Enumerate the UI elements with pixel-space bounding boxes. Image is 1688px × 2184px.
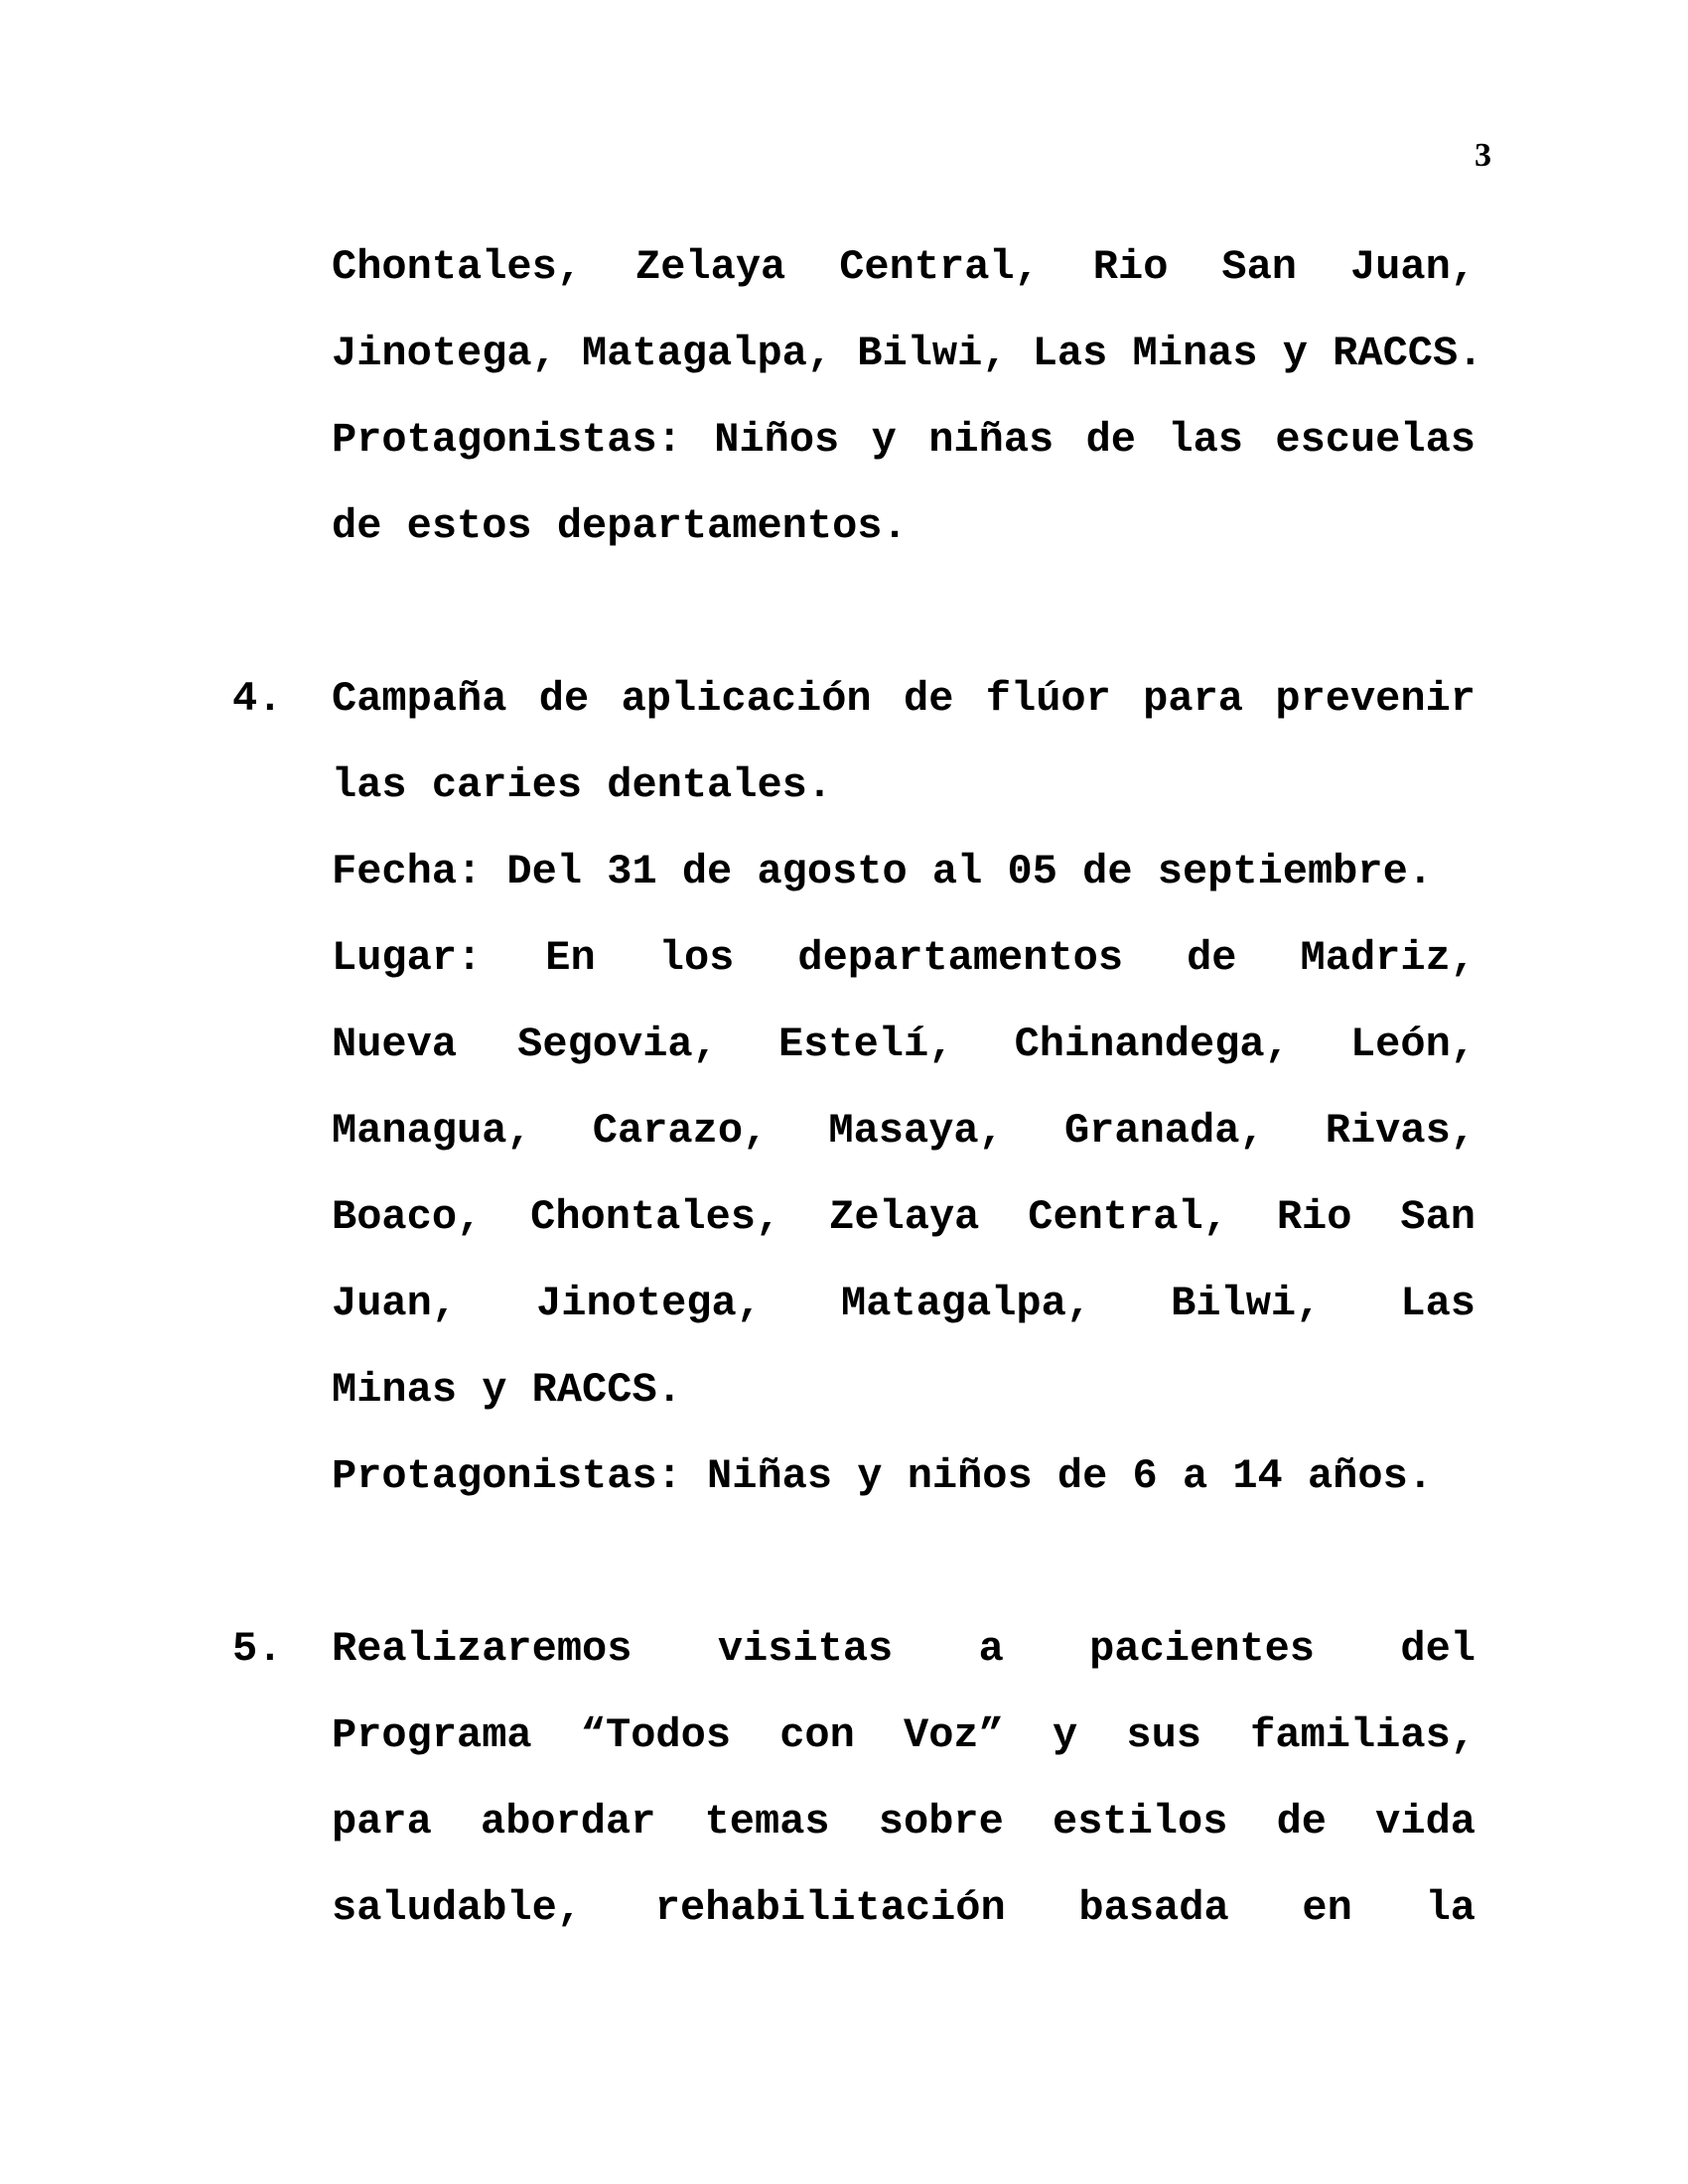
list-item-number: 5. xyxy=(232,1625,283,1673)
text-line: Chontales, Zelaya Central, Rio San Juan, xyxy=(332,243,1476,291)
text-line: Jinotega, Matagalpa, Bilwi, Las Minas y RACCS. xyxy=(332,330,1483,377)
list-item-4 xyxy=(232,656,1476,1520)
text-line: de estos departamentos. xyxy=(332,502,908,550)
list-item-number: 4. xyxy=(232,675,283,723)
text-line: saludable, rehabilitación basada en la xyxy=(332,1884,1476,1932)
text-line: Boaco, Chontales, Zelaya Central, Rio San xyxy=(332,1193,1476,1241)
text-line: Fecha: Del 31 de agosto al 05 de septiembre. xyxy=(332,848,1433,895)
text-line: para abordar temas sobre estilos de vida xyxy=(332,1798,1476,1845)
text-line: Realizaremos visitas a pacientes del xyxy=(332,1625,1476,1673)
text-line: las caries dentales. xyxy=(332,761,833,809)
text-line: Lugar: En los departamentos de Madriz, xyxy=(332,934,1476,982)
text-line: Protagonistas: Niñas y niños de 6 a 14 años. xyxy=(332,1452,1433,1500)
text-line: Nueva Segovia, Estelí, Chinandega, León, xyxy=(332,1021,1476,1068)
text-line: Juan, Jinotega, Matagalpa, Bilwi, Las xyxy=(332,1280,1476,1327)
text-line: Protagonistas: Niños y niñas de las escuelas xyxy=(332,416,1476,464)
list-item-5 xyxy=(232,1606,1476,1952)
text-line: Minas y RACCS. xyxy=(332,1366,682,1414)
text-line: Campaña de aplicación de flúor para prevenir xyxy=(332,675,1476,723)
text-line: Programa “Todos con Voz” y sus familias, xyxy=(332,1711,1476,1759)
text-line: Managua, Carazo, Masaya, Granada, Rivas, xyxy=(332,1107,1476,1155)
page-number: 3 xyxy=(1475,137,1491,174)
continuation-paragraph xyxy=(332,224,1483,570)
document-body xyxy=(232,224,1483,1952)
